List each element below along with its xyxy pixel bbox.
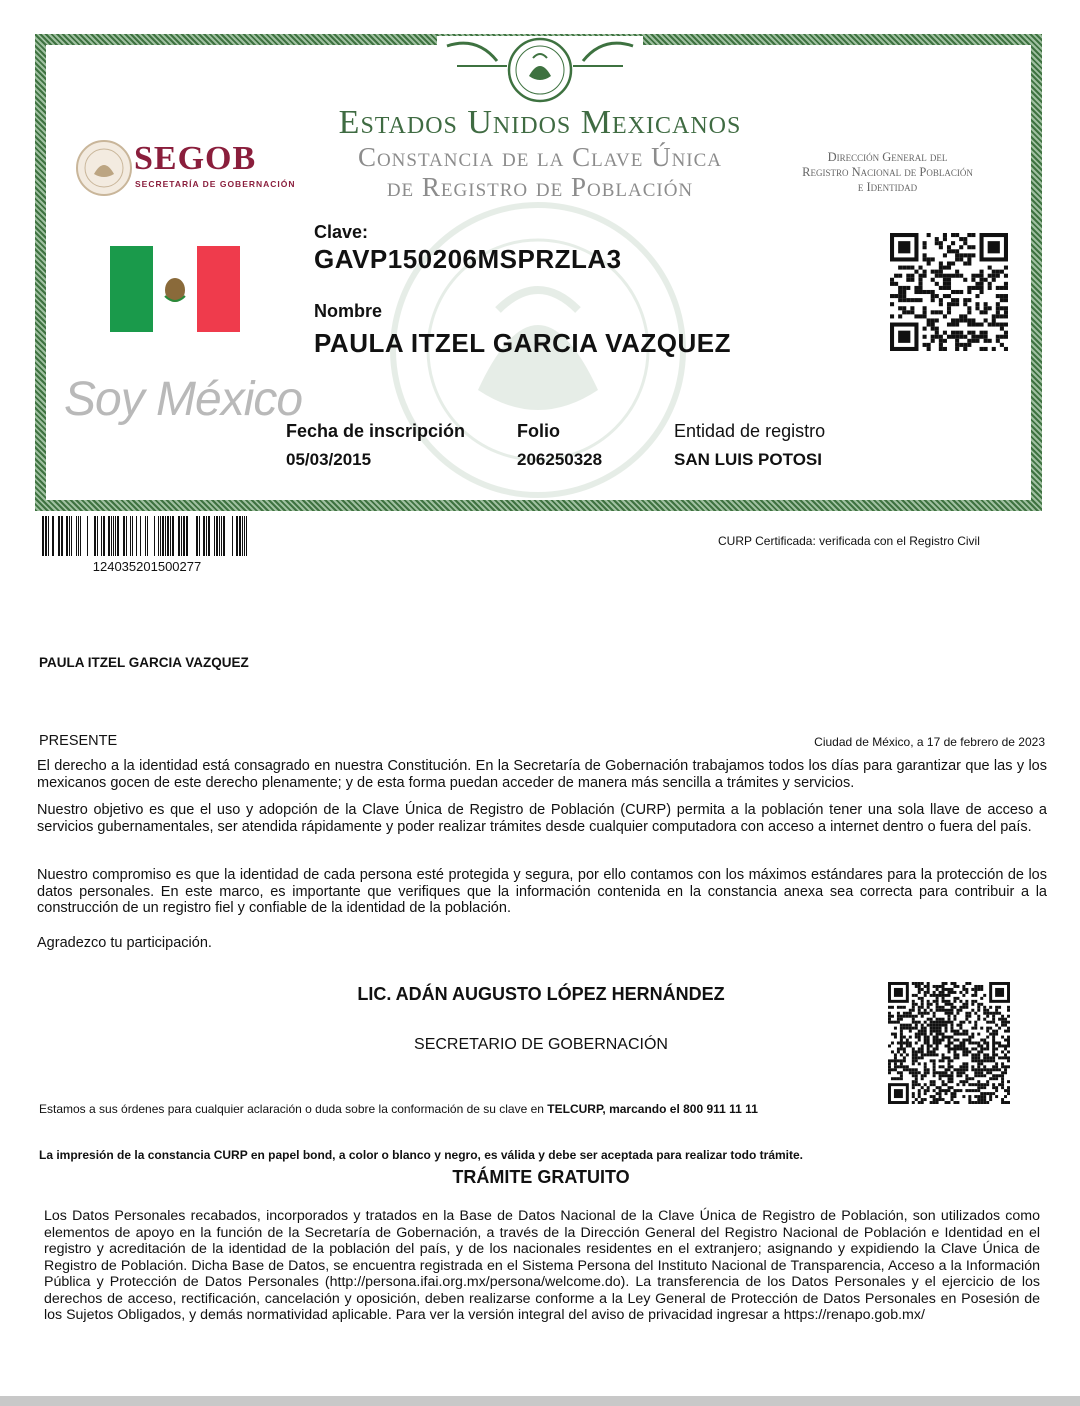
fecha-value: 05/03/2015 [286,450,372,469]
flag-of-mexico-icon [110,246,240,332]
dg-line-1: Dirección General del [827,150,948,164]
paragraph-2: Nuestro objetivo es que el uso y adopción de la Clave Única de Registro de Población (CURP) permita a la población tener una sola llave de acceso a servicios gubernamentales, ser atendida rápidamente y poder realizar trámites desde cualquier computadora con acceso a internet dentro o fuera del país. [37,802,1047,835]
footer-bar [0,1396,1080,1406]
soy-mexico-text: Soy México [64,373,303,426]
segob-seal-icon [74,138,134,198]
qr-code-icon [888,982,1010,1104]
fecha-label: Fecha de inscripción [286,421,466,441]
thanks: Agradezco tu participación. [37,935,212,951]
curp-certificada: CURP Certificada: verificada con el Registro Civil [718,534,980,548]
paragraph-1: El derecho a la identidad está consagrado en nuestra Constitución. En la Secretaría de Gobernación trabajamos todos los días para garantizar que las y los mexicanos gocen de este derecho plenamente; y de esta forma puedan acceder de manera más sencilla a trámites y servicios. [37,758,1047,791]
clave-label: Clave: [314,222,369,242]
signer-name: LIC. ADÁN AUGUSTO LÓPEZ HERNÁNDEZ [357,984,725,1004]
national-seal-icon [437,36,643,104]
segob-logo-text: SEGOB [134,140,257,177]
folio-value: 206250328 [517,450,603,469]
paragraph-3: Nuestro compromiso es que la identidad de cada persona esté protegida y segura, por ello contamos con los máximos estándares para la protección de los datos personales. En este marco, es importante que verifiques que la información contenida en la constancia anexa sea correcta para contribuir a la construcción de un registro fiel y confiable de la identidad de la población. [37,867,1047,916]
entidad-value: SAN LUIS POTOSI [674,450,822,469]
addressee: PAULA ITZEL GARCIA VAZQUEZ [39,655,249,670]
qr-code-icon [890,233,1008,351]
subtitle-line-1: Constancia de la Clave Única [357,142,723,172]
nombre-value: PAULA ITZEL GARCIA VAZQUEZ [314,328,731,358]
nombre-label: Nombre [314,301,383,321]
presente: PRESENTE [39,733,118,749]
barcode-icon [42,516,252,556]
folio-label: Folio [517,421,560,441]
dg-line-2: Registro Nacional de Población [802,165,973,179]
segob-subtitle: SECRETARÍA DE GOBERNACIÓN [135,179,296,189]
barcode-number: 124035201500277 [92,559,202,574]
document-title: Estados Unidos Mexicanos [338,104,742,141]
signer-title: SECRETARIO DE GOBERNACIÓN [414,1036,668,1053]
document-subtitle [280,142,800,202]
privacy-notice: Los Datos Personales recabados, incorporados y tratados en la Base de Datos Nacional de la Clave Única de Registro de Población, son utilizados como elementos de apoyo en la función de la Secretaría de Gobernación, a través de la Dirección General del Registro Nacional de Población e Identidad en el registro y acreditación de la identidad de la población del país, y de los nacionales residentes en el extranjero; asignando y expidiendo la Clave Única de Registro de Población. Dicha Base de Datos, se encuentra registrada en el Sistema Persona del Instituto Nacional de Transparencia, Acceso a la Información Pública y Protección de Datos Personales (http://persona.ifai.org.mx/persona/welcome.do). La transferencia de los Datos Personales y el ejercicio de los derechos de acceso, rectificación, cancelación y oposición, deben realizarse conforme a la Ley General de Protección de Datos Personales en Posesión de los Sujetos Obligados, y demás normatividad aplicable. Para ver la versión integral del aviso de privacidad ingresar a https://renapo.gob.mx/ [44,1208,1040,1323]
direccion-general [775,150,1000,195]
impresion-note: La impresión de la constancia CURP en papel bond, a color o blanco y negro, es válida y debe ser aceptada para realizar todo trámite. [39,1148,804,1162]
contact-text: Estamos a sus órdenes para cualquier aclaración o duda sobre la conformación de su clave en [39,1102,548,1116]
entidad-label: Entidad de registro [674,421,826,441]
dg-line-3: e Identidad [857,180,918,194]
subtitle-line-2: de Registro de Población [386,172,694,202]
contact-line [39,1102,758,1116]
place-date: Ciudad de México, a 17 de febrero de 2023 [814,735,1045,749]
tramite-gratuito: TRÁMITE GRATUITO [452,1167,630,1187]
contact-phone: TELCURP, marcando el 800 911 11 11 [547,1102,758,1116]
clave-value: GAVP150206MSPRZLA3 [314,244,622,274]
